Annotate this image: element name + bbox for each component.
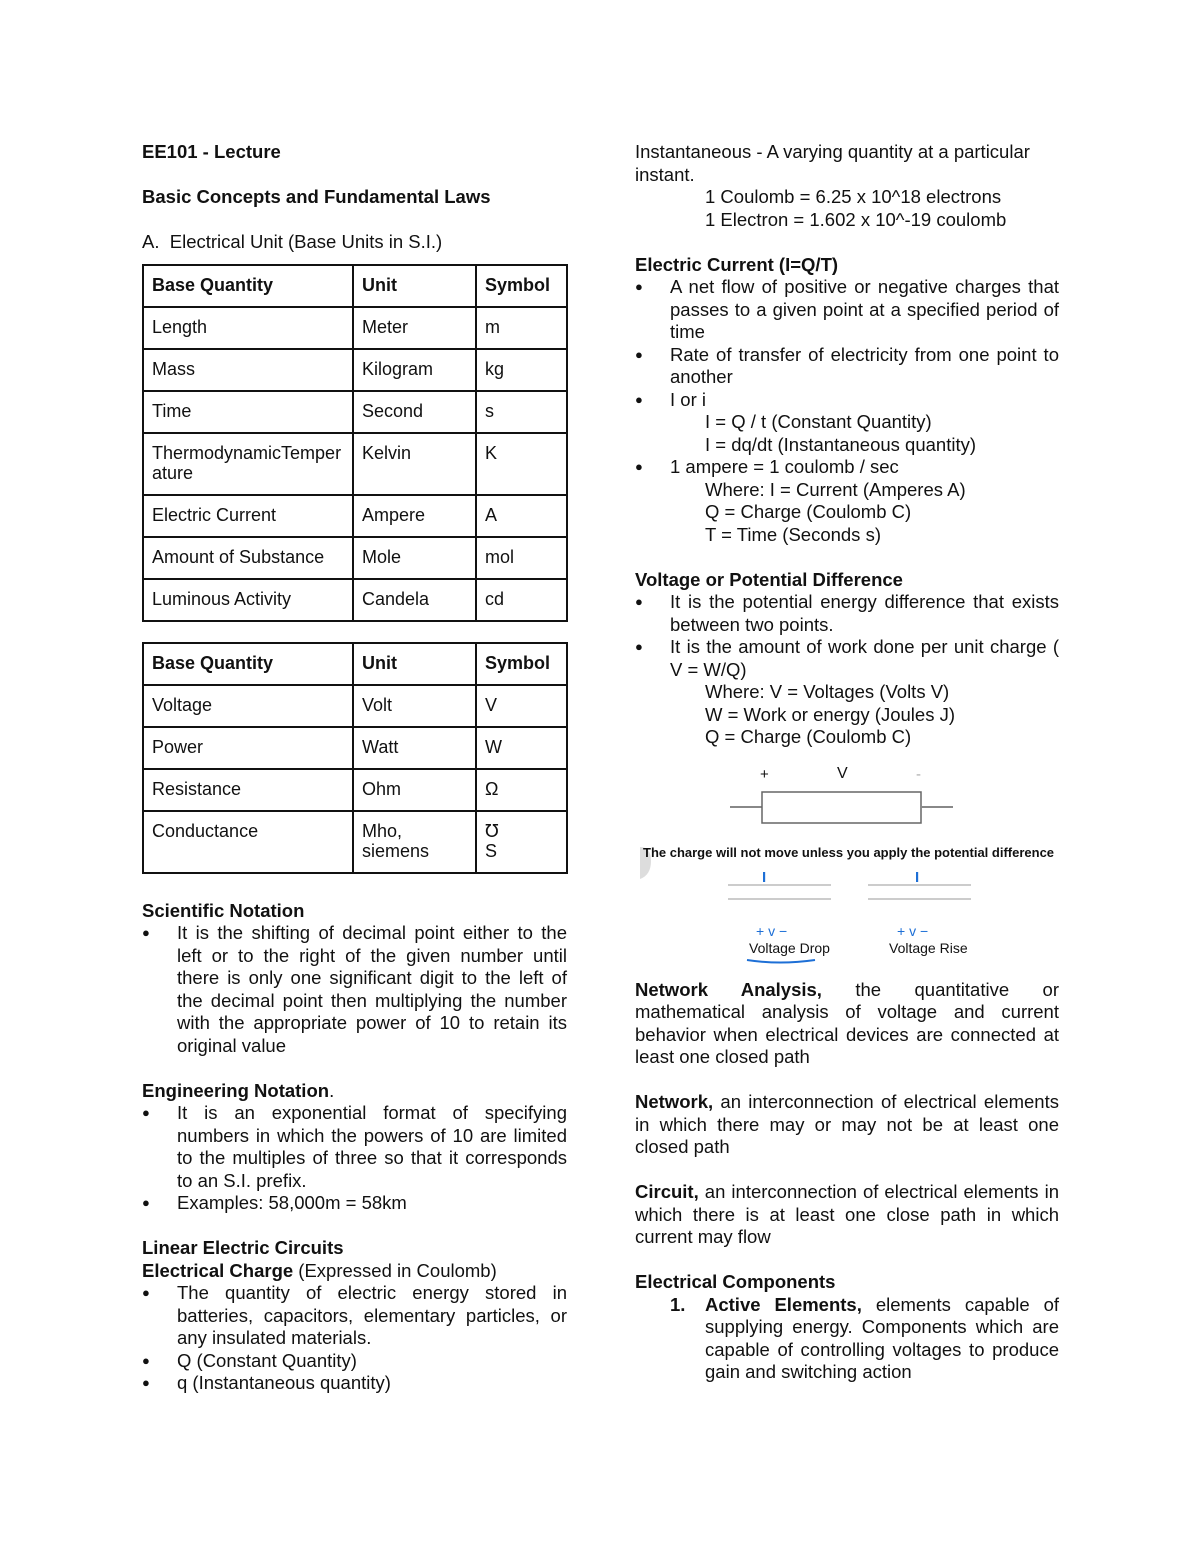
table-cell: Mho, siemens bbox=[353, 811, 476, 873]
list-item bbox=[635, 456, 1059, 546]
sub-line: I = dq/dt (Instantaneous quantity) bbox=[705, 433, 976, 455]
table-cell: Electric Current bbox=[143, 495, 353, 537]
table-cell: s bbox=[476, 391, 567, 433]
sub-line: W = Work or energy (Joules J) bbox=[705, 703, 955, 725]
current-list bbox=[635, 276, 1059, 546]
table-row bbox=[143, 537, 567, 579]
sub-line: I = Q / t (Constant Quantity) bbox=[705, 411, 932, 432]
table-header-row bbox=[143, 643, 567, 685]
underline-mark bbox=[747, 960, 815, 963]
table-row bbox=[143, 495, 567, 537]
instantaneous-text: Instantaneous - A varying quantity at a particular instant. bbox=[635, 141, 1030, 185]
table-cell: Ohm bbox=[353, 769, 476, 811]
network-analysis-text: the quantitative or mathematical analysis of voltage and current behavior when electrical devices are connected at least one closed path bbox=[635, 978, 1059, 1067]
network-analysis-para bbox=[635, 979, 1059, 1069]
current-label-right: I bbox=[915, 868, 920, 886]
eng-heading bbox=[142, 1080, 567, 1103]
voltage-heading: Voltage or Potential Difference bbox=[635, 568, 903, 590]
resistor-body bbox=[762, 792, 921, 823]
list-item: ● Examples: 58,000m = 58km bbox=[142, 1192, 567, 1215]
table-cell: ℧ S bbox=[476, 811, 567, 873]
active-elements-text: elements capable of supplying energy. Components which are capable of controlling voltages to produce gain and switching action bbox=[705, 1293, 1059, 1382]
minus-sign: - bbox=[916, 765, 921, 783]
table-row bbox=[143, 769, 567, 811]
table-cell: Volt bbox=[353, 685, 476, 727]
table-cell: Mole bbox=[353, 537, 476, 579]
table-cell: Luminous Activity bbox=[143, 579, 353, 621]
table-row bbox=[143, 579, 567, 621]
lecture-subtitle: Basic Concepts and Fundamental Laws bbox=[142, 186, 491, 207]
current-label-left: I bbox=[762, 868, 767, 886]
sub-line: T = Time (Seconds s) bbox=[705, 523, 881, 545]
table-header-cell: Unit bbox=[353, 265, 476, 307]
plus-sign: + bbox=[760, 765, 769, 783]
charge-label: Electrical Charge bbox=[142, 1259, 294, 1281]
active-elements-term: Active Elements, bbox=[705, 1293, 862, 1315]
table-header-cell: Symbol bbox=[476, 643, 567, 685]
eng-list bbox=[142, 1102, 567, 1215]
signs-left: + v − bbox=[756, 922, 788, 939]
table-header-row bbox=[143, 265, 567, 307]
list-number: 1. bbox=[670, 1293, 686, 1315]
table-cell: Power bbox=[143, 727, 353, 769]
table-cell: Time bbox=[143, 391, 353, 433]
table-cell: m bbox=[476, 307, 567, 349]
network-term: Network, bbox=[635, 1091, 714, 1112]
table-cell: K bbox=[476, 433, 567, 495]
list-item: ● It is an exponential format of specifying numbers in which the powers of 10 are limited to the multiples of three so that it corresponds to an S.I. prefix. bbox=[142, 1102, 567, 1192]
list-item: ● It is the potential energy difference that exists between two points. bbox=[635, 591, 1059, 636]
table-cell: Kelvin bbox=[353, 433, 476, 495]
circuit-term: Circuit, bbox=[635, 1181, 699, 1202]
section-a-marker: A. bbox=[142, 231, 160, 252]
table-cell: Second bbox=[353, 391, 476, 433]
table-row bbox=[143, 349, 567, 391]
derived-units-table bbox=[142, 642, 568, 874]
list-item: ● The quantity of electric energy stored in batteries, capacitors, elementary particles, or any insulated materials. bbox=[142, 1282, 567, 1350]
network-para bbox=[635, 1091, 1059, 1159]
sci-heading: Scientific Notation bbox=[142, 899, 305, 921]
voltage-list bbox=[635, 591, 1059, 749]
table-header-cell: Unit bbox=[353, 643, 476, 685]
left-column bbox=[142, 141, 567, 1395]
list-item-text: 1 ampere = 1 coulomb / sec bbox=[670, 456, 899, 477]
section-a bbox=[142, 231, 567, 254]
electron-line: 1 Electron = 1.602 x 10^-19 coulomb bbox=[705, 208, 1007, 230]
table-cell: Resistance bbox=[143, 769, 353, 811]
list-item bbox=[635, 636, 1059, 749]
base-units-table bbox=[142, 264, 568, 622]
table-cell: Candela bbox=[353, 579, 476, 621]
table-cell: ThermodynamicTemper ature bbox=[143, 433, 353, 495]
sub-line: Where: I = Current (Amperes A) bbox=[705, 478, 966, 500]
voltage-diagram bbox=[635, 749, 1059, 979]
list-item-text: It is the amount of work done per unit charge ( V = W/Q) bbox=[670, 636, 1059, 680]
eng-heading-suffix: . bbox=[329, 1079, 335, 1101]
list-item bbox=[635, 389, 1059, 457]
signs-right: + v − bbox=[897, 922, 929, 939]
section-a-text: Electrical Unit (Base Units in S.I.) bbox=[169, 231, 443, 252]
voltage-rise-label: Voltage Rise bbox=[889, 939, 968, 956]
table-cell: Kilogram bbox=[353, 349, 476, 391]
list-item bbox=[635, 1294, 1059, 1384]
list-item: ● Rate of transfer of electricity from one point to another bbox=[635, 344, 1059, 389]
sci-list bbox=[142, 922, 567, 1057]
table-cell: Voltage bbox=[143, 685, 353, 727]
sub-line: Q = Charge (Coulomb C) bbox=[705, 726, 912, 747]
table-cell: Conductance bbox=[143, 811, 353, 873]
list-item: ● Q (Constant Quantity) bbox=[142, 1350, 567, 1373]
table-row bbox=[143, 727, 567, 769]
circuit-text: an interconnection of electrical elements in which there is at least one close path in which current may flow bbox=[635, 1181, 1059, 1247]
table-cell: Meter bbox=[353, 307, 476, 349]
table-cell: Ampere bbox=[353, 495, 476, 537]
table-cell: Watt bbox=[353, 727, 476, 769]
sub-line: Where: V = Voltages (Volts V) bbox=[705, 681, 950, 702]
network-text: an interconnection of electrical elements in which there may or may not be at least one closed path bbox=[635, 1091, 1059, 1157]
table-row bbox=[143, 685, 567, 727]
table-cell: cd bbox=[476, 579, 567, 621]
network-analysis-term: Network Analysis, bbox=[635, 978, 822, 1000]
table-cell: Mass bbox=[143, 349, 353, 391]
table-cell: A bbox=[476, 495, 567, 537]
lecture-title: EE101 - Lecture bbox=[142, 141, 281, 162]
list-item: ● q (Instantaneous quantity) bbox=[142, 1372, 567, 1395]
voltage-drop-label: Voltage Drop bbox=[749, 939, 830, 956]
right-column bbox=[635, 141, 1059, 1384]
diagram-caption: The charge will not move unless you apply the potential difference bbox=[643, 844, 1055, 860]
table-header-cell: Base Quantity bbox=[143, 265, 353, 307]
table-cell: W bbox=[476, 727, 567, 769]
list-item: ● A net flow of positive or negative charges that passes to a given point at a specified period of time bbox=[635, 276, 1059, 344]
circuit-para bbox=[635, 1181, 1059, 1249]
table-cell: Length bbox=[143, 307, 353, 349]
table-row bbox=[143, 433, 567, 495]
current-heading: Electric Current (I=Q/T) bbox=[635, 253, 839, 275]
table-row bbox=[143, 811, 567, 873]
table-cell: mol bbox=[476, 537, 567, 579]
table-header-cell: Symbol bbox=[476, 265, 567, 307]
voltage-label: V bbox=[837, 764, 848, 782]
table-row bbox=[143, 307, 567, 349]
lec-heading: Linear Electric Circuits bbox=[142, 1237, 344, 1258]
charge-list bbox=[142, 1282, 567, 1395]
list-item: ● It is the shifting of decimal point either to the left or to the right of the given number until there is only one significant digit to the left of the decimal point then multiplying the number with the appropriate power of 10 to retain its original value bbox=[142, 922, 567, 1057]
eng-heading-text: Engineering Notation bbox=[142, 1079, 330, 1101]
table-cell: V bbox=[476, 685, 567, 727]
table-cell: Amount of Substance bbox=[143, 537, 353, 579]
components-heading: Electrical Components bbox=[635, 1271, 836, 1292]
coulomb-line: 1 Coulomb = 6.25 x 10^18 electrons bbox=[705, 186, 1002, 207]
sub-line: Q = Charge (Coulomb C) bbox=[705, 501, 912, 522]
table-row bbox=[143, 391, 567, 433]
table-cell: kg bbox=[476, 349, 567, 391]
charge-line bbox=[142, 1260, 567, 1283]
table-cell: Ω bbox=[476, 769, 567, 811]
list-item-text: I or i bbox=[670, 388, 706, 410]
charge-rest: (Expressed in Coulomb) bbox=[293, 1259, 497, 1281]
table-header-cell: Base Quantity bbox=[143, 643, 353, 685]
